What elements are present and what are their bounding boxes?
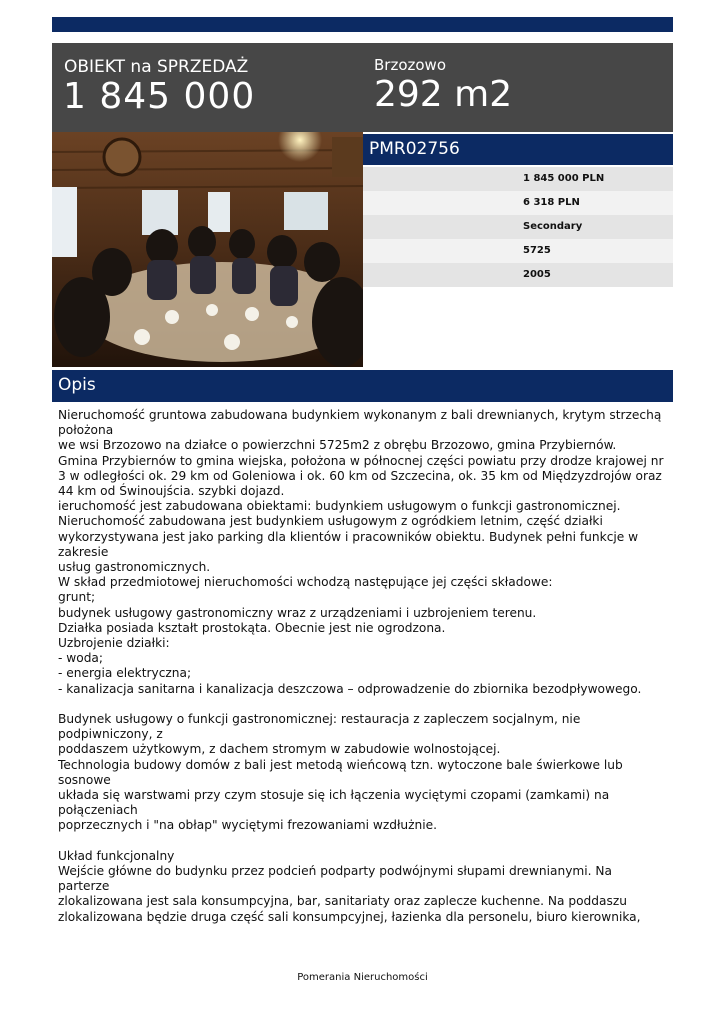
detail-row-price bbox=[363, 167, 673, 191]
detail-value: 2005 bbox=[523, 269, 551, 280]
description-line: Nieruchomość gruntowa zabudowana budynkiem wykonanym z bali drewnianych, krytym strzechą bbox=[58, 408, 662, 422]
description-line: Uzbrojenie działki: bbox=[58, 636, 170, 651]
description-line: Gmina Przybiernów to gmina wiejska, położona w północnej części powiatu przy drodze krajowej nr bbox=[58, 453, 664, 468]
description-line: Nieruchomość zabudowana jest budynkiem usługowym z ogródkiem letnim, część działki bbox=[58, 514, 603, 529]
description-line: układa się warstwami przy czym stosuje się ich łączenia wyciętymi czopami (zamkami) na bbox=[58, 788, 610, 803]
description-line bbox=[58, 834, 670, 849]
description-line: Układ funkcjonalny bbox=[58, 848, 175, 863]
detail-row-market bbox=[363, 215, 673, 239]
detail-row-plot-area bbox=[363, 239, 673, 263]
description-heading-bar bbox=[52, 370, 673, 402]
description-line: budynek usługowy gastronomiczny wraz z urządzeniami i uzbrojeniem terenu. bbox=[58, 605, 537, 620]
description-line: Budynek usługowy o funkcji gastronomicznej: restauracja z zapleczem socjalnym, nie bbox=[58, 712, 581, 727]
description-line: 3 w odległości ok. 29 km od Goleniowa i ok. 60 km od Szczecina, ok. 35 km od Międzyzdrojów oraz bbox=[58, 468, 662, 483]
detail-row-year bbox=[363, 263, 673, 287]
description-line: grunt; bbox=[58, 590, 96, 605]
description-line: Wejście główne do budynku przez podcień podparty podwójnymi słupami drewnianymi. Na bbox=[58, 864, 613, 879]
description-line: ieruchomość jest zabudowana obiektami: budynkiem usługowym o funkcji gastronomicznej. bbox=[58, 499, 621, 514]
footer-agency-name: Pomerania Nieruchomości bbox=[297, 972, 428, 983]
description-line: parterze bbox=[58, 879, 110, 894]
detail-value: 6 318 PLN bbox=[523, 197, 580, 208]
description-line: Działka posiada kształt prostokąta. Obecnie jest nie ogrodzona. bbox=[58, 620, 446, 635]
city-label: Brzozowo bbox=[374, 56, 447, 74]
detail-value: Secondary bbox=[523, 221, 583, 232]
description-line: wykorzystywana jest jako parking dla klientów i pracowników obiektu. Budynek pełni funkcje w bbox=[58, 529, 639, 544]
description-line bbox=[58, 697, 670, 712]
description-line: zlokalizowana będzie druga część sali konsumpcyjnej, łazienka dla personelu, biuro kierownika, bbox=[58, 909, 641, 924]
description-line: poddaszem użytkowym, z dachem stromym w zabudowie wolnostojącej. bbox=[58, 742, 501, 757]
description-line: sosnowe bbox=[58, 772, 111, 787]
description-line: Technologia budowy domów z bali jest metodą wieńcową tzn. wytoczone bale świerkowe lub bbox=[58, 757, 623, 772]
area-heading: 292 m2 bbox=[374, 74, 513, 115]
listing-header bbox=[52, 43, 673, 132]
description-line: - energia elektryczna; bbox=[58, 666, 192, 681]
description-body bbox=[58, 408, 670, 925]
description-line: W skład przedmiotowej nieruchomości wchodzą następujące jej części składowe: bbox=[58, 575, 553, 590]
description-title: Opis bbox=[58, 375, 96, 395]
detail-row-price-per-m2 bbox=[363, 191, 673, 215]
description-line: poprzecznych i "na obłap" wyciętymi frezowaniami wzdłużnie. bbox=[58, 818, 438, 833]
description-line: połączeniach bbox=[58, 803, 138, 818]
reference-bar bbox=[363, 134, 673, 165]
detail-value: 1 845 000 PLN bbox=[523, 173, 605, 184]
description-line: zlokalizowana jest sala konsumpcyjna, bar, sanitariaty oraz zaplecze kuchenne. Na poddaszu bbox=[58, 894, 627, 909]
description-line: zakresie bbox=[58, 544, 109, 559]
top-accent-bar bbox=[52, 17, 673, 32]
description-line: położona bbox=[58, 423, 114, 438]
offer-type-label: OBIEKT na SPRZEDAŻ bbox=[64, 57, 249, 77]
description-line: podpiwniczony, z bbox=[58, 727, 163, 742]
property-photo bbox=[52, 132, 363, 367]
price-heading: 1 845 000 bbox=[63, 76, 256, 117]
description-line: 44 km od Świnoujścia. szybki dojazd. bbox=[58, 484, 285, 499]
description-line: we wsi Brzozowo na działce o powierzchni 5725m2 z obrębu Brzozowo, gmina Przybiernów. bbox=[58, 438, 617, 453]
detail-value: 5725 bbox=[523, 245, 551, 256]
details-table bbox=[363, 167, 673, 287]
description-line: usług gastronomicznych. bbox=[58, 560, 211, 575]
reference-number: PMR02756 bbox=[369, 139, 460, 159]
description-line: - woda; bbox=[58, 651, 104, 666]
description-line: - kanalizacja sanitarna i kanalizacja deszczowa – odprowadzenie do zbiornika bezodpływowego. bbox=[58, 681, 642, 696]
